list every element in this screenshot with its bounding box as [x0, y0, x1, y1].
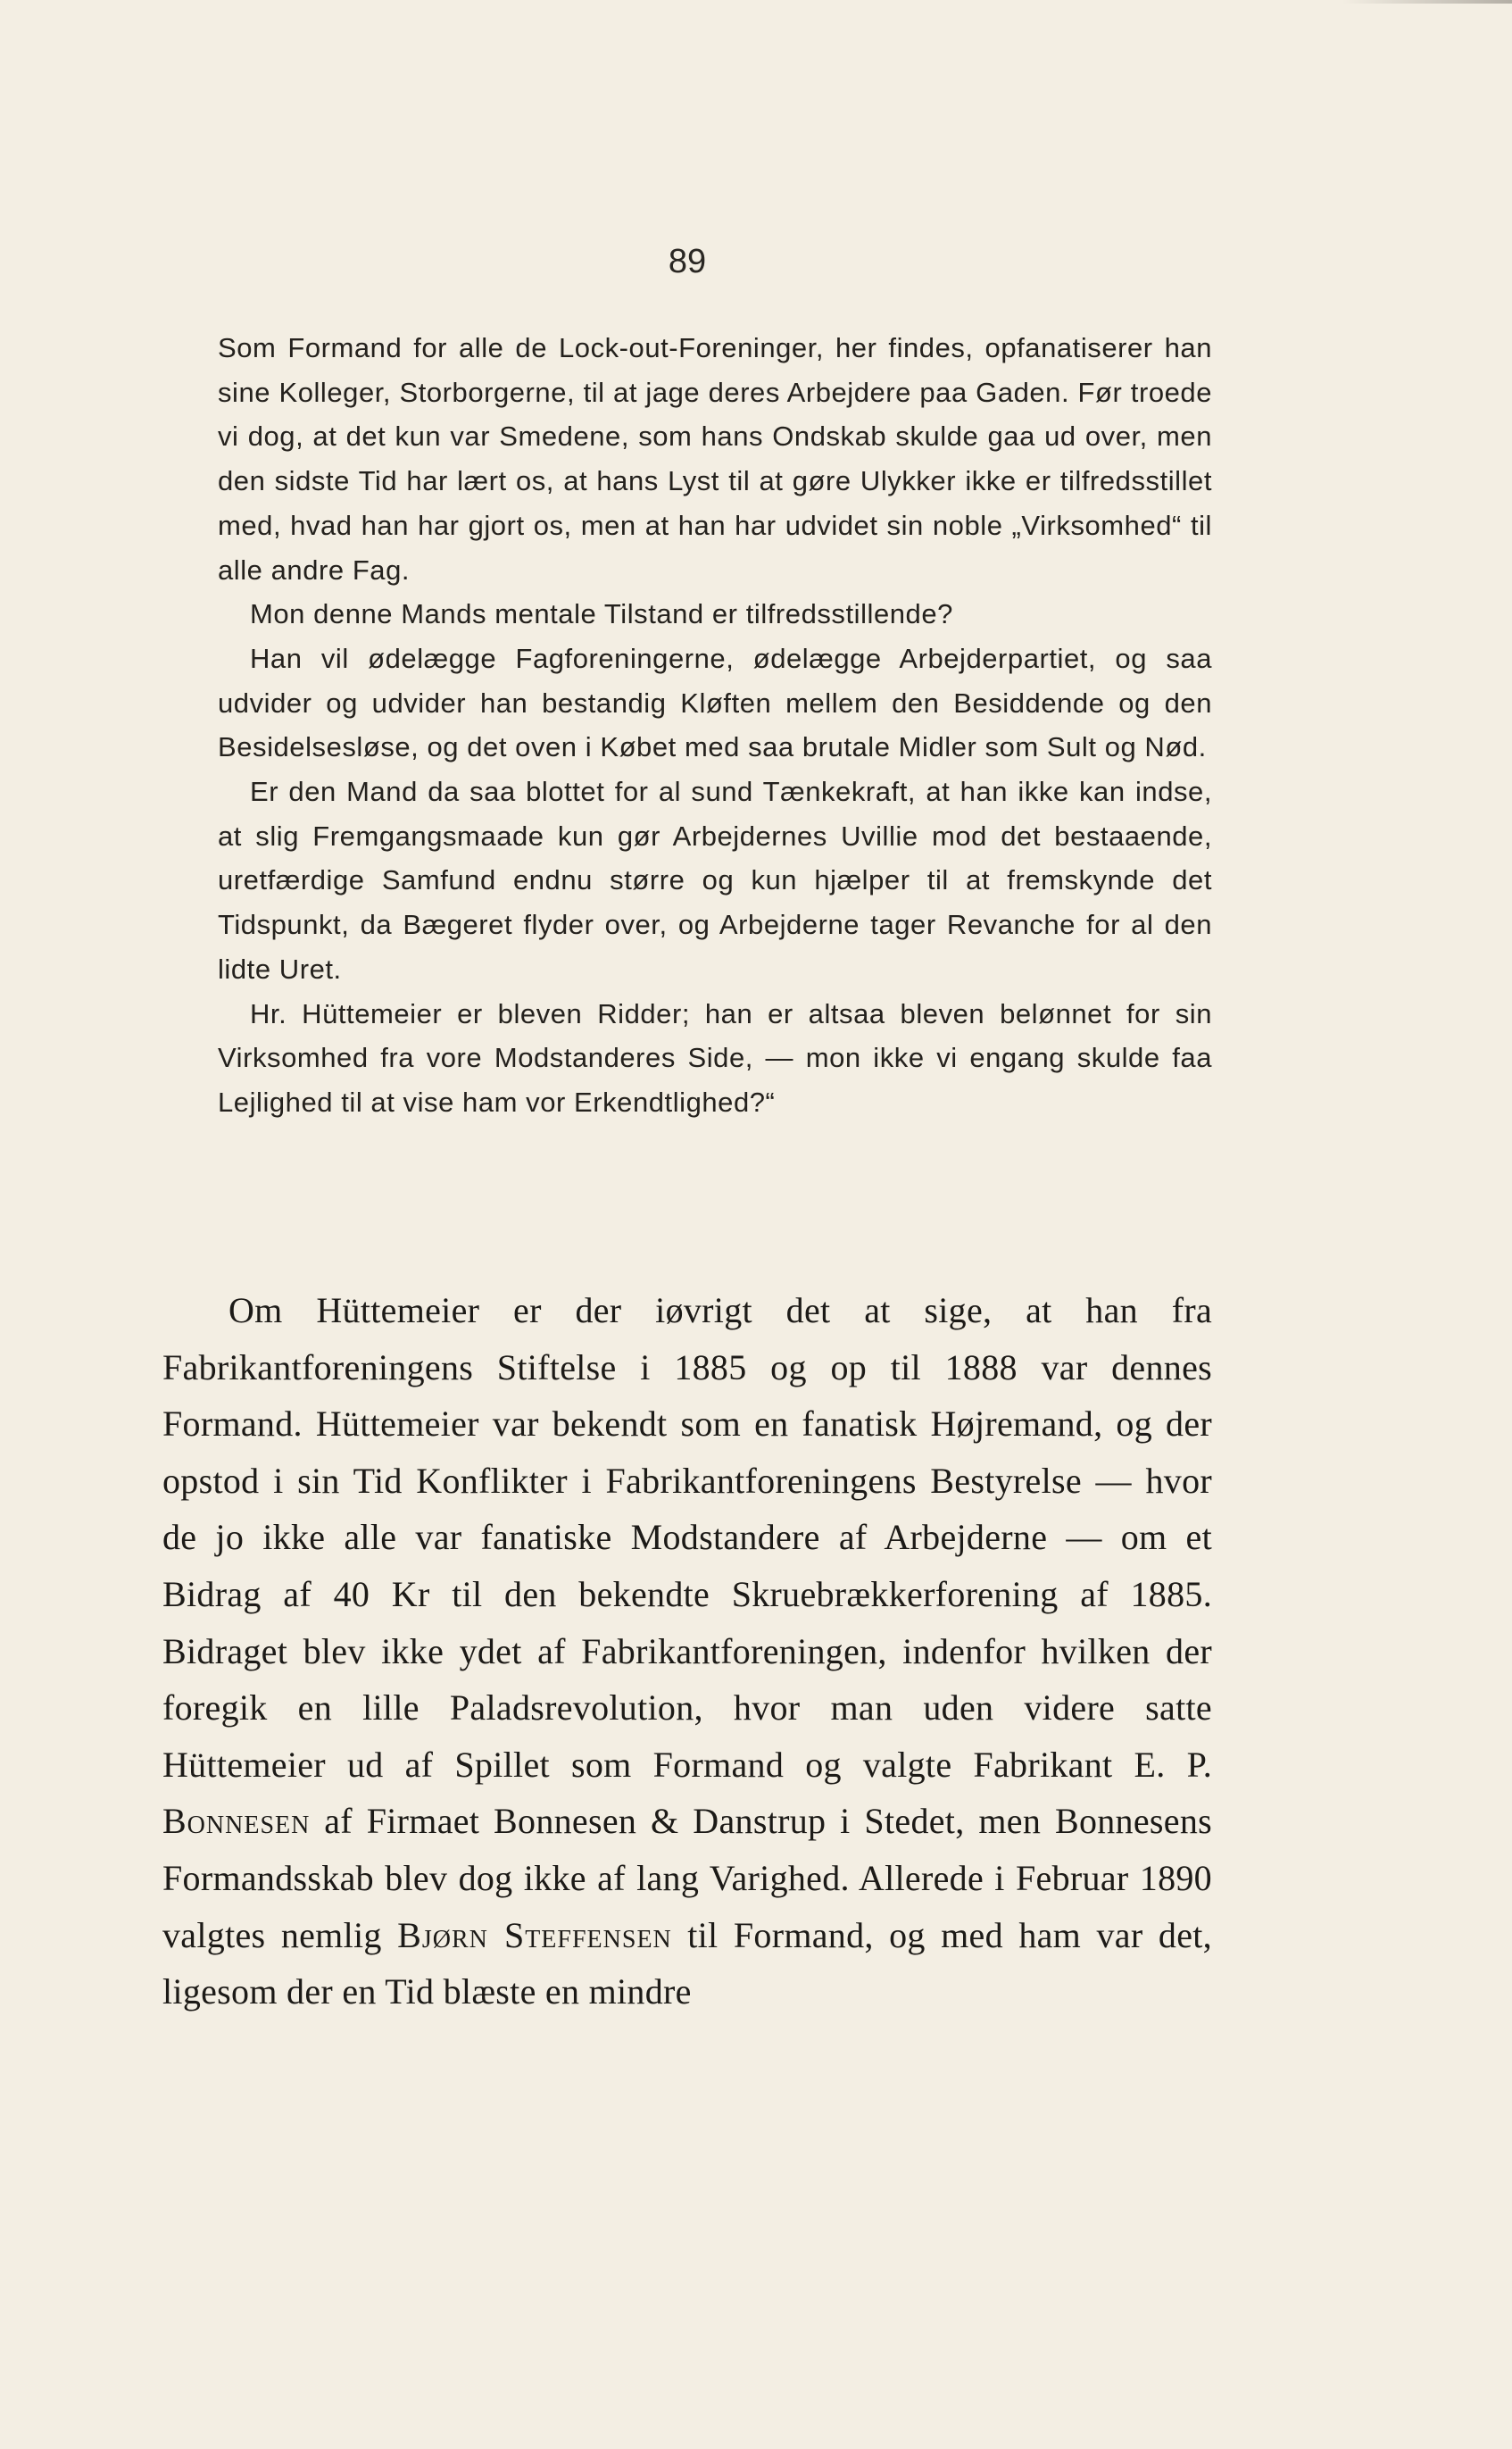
body-text-segment: af Firmaet Bonnesen & Danstrup i Stedet, men Bonnesens Formandsskab blev dog ikke af lang Varighed. Allerede i Februar 1890 valgtes nemlig — [162, 1801, 1212, 1955]
quoted-letter — [218, 326, 1212, 1125]
page-number: 89 — [668, 243, 707, 280]
person-name: Bjørn Steffensen — [397, 1914, 672, 1955]
quote-paragraph: Er den Mand da saa blottet for al sund Tænkekraft, at han ikke kan indse, at slig Fremgangsmaade kun gør Arbejdernes Uvillie mod det bestaaende, uretfærdige Samfund endnu større og kun hjælper til at fremskynde det Tidspunkt, da Bægeret flyder over, og Arbejderne tager Revanche for al den lidte Uret. — [218, 776, 1212, 985]
person-name: Bonnesen — [162, 1801, 311, 1842]
body-text — [162, 1282, 1212, 2020]
quote-paragraph: Mon denne Mands mentale Tilstand er tilfredsstillende? — [250, 598, 953, 630]
quote-paragraph: Han vil ødelægge Fagforeningerne, ødelægge Arbejderpartiet, og saa udvider og udvider han bestandig Kløften mellem den Besiddende og den Besidelsesløse, og det oven i Købet med saa brutale Midler som Sult og Nød. — [218, 642, 1212, 763]
body-paragraph — [162, 1282, 1212, 2020]
page-edge-shadow — [1342, 0, 1512, 4]
quote-paragraph: Som Formand for alle de Lock-out-Foreninger, her findes, opfanatiserer han sine Kolleger, Storborgerne, til at jage deres Arbejdere paa Gaden. Før troede vi dog, at det kun var Smedene, som hans Ondskab skulde gaa ud over, men den sidste Tid har lært os, at hans Lyst til at gøre Ulykker ikke er tilfredsstillet med, hvad han har gjort os, men at han har udvidet sin noble „Virksomhed“ til alle andre Fag. — [218, 332, 1212, 586]
quote-paragraph: Hr. Hüttemeier er bleven Ridder; han er altsaa bleven belønnet for sin Virksomhed fra vore Modstanderes Side, — mon ikke vi engang skulde faa Lejlighed til at vise ham vor Erkendtlighed?“ — [218, 997, 1212, 1118]
body-text-segment: til Formand, og med ham var det, ligesom der en Tid blæste en mindre — [162, 1914, 1212, 2012]
body-text-segment: Om Hüttemeier er der iøvrigt det at sige, at han fra Fabrikantforeningens Stiftelse i 1885 og op til 1888 var dennes Formand. Hüttemeier var bekendt som en fanatisk Højremand, og der opstod i sin Tid Konflikter i Fabrikantforeningens Bestyrelse — hvor de jo ikke alle var fanatiske Modstandere af Arbejderne — om et Bidrag af 40 Kr til den bekendte Skruebrækkerforening af 1885. Bidraget blev ikke ydet af Fabrikantforeningen, indenfor hvilken der foregik en lille Paladsrevolution, hvor man uden videre satte Hüttemeier ud af Spillet som Formand og valgte Fabrikant E. P. — [162, 1290, 1212, 1785]
